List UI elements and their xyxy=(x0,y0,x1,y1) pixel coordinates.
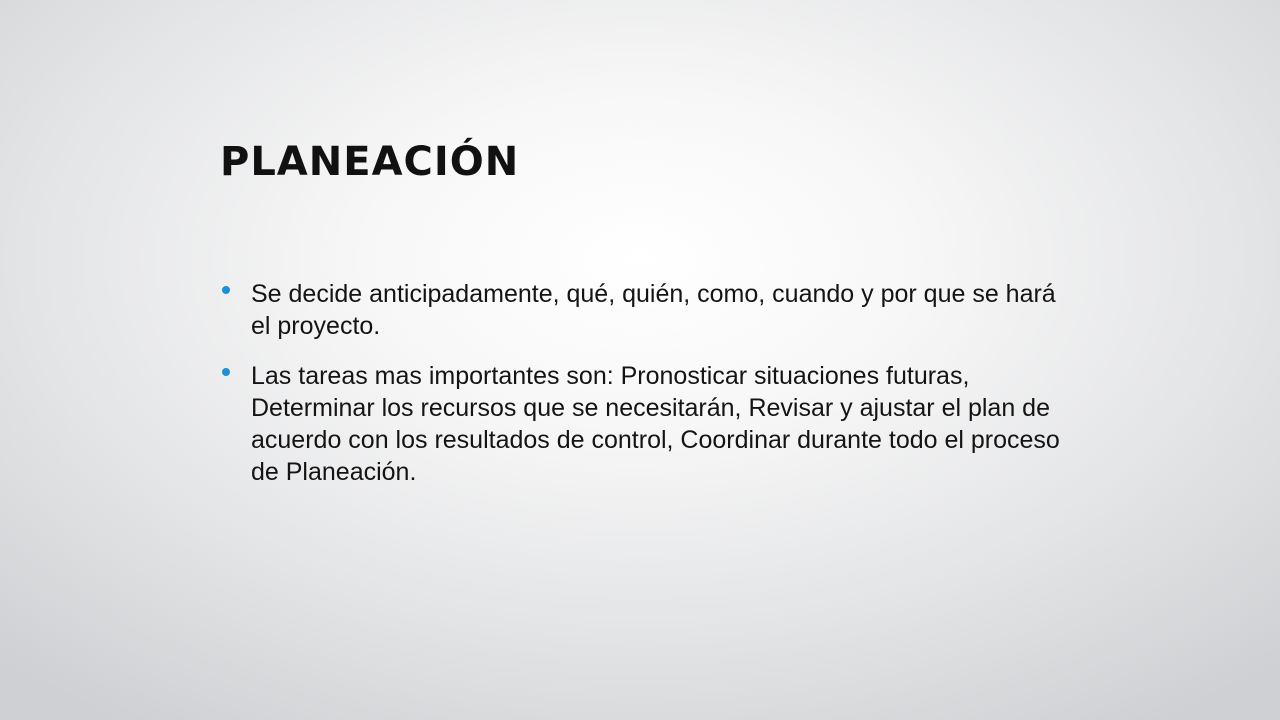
bullet-item xyxy=(220,360,1060,488)
bullet-list xyxy=(220,278,1060,506)
bullet-text: Las tareas mas importantes son: Pronosticar situaciones futuras, Determinar los recursos que se necesitarán, Revisar y ajustar el plan de acuerdo con los resultados de control, Coordinar durante todo el proceso de Planeación. xyxy=(251,362,1060,486)
bullet-text: Se decide anticipadamente, qué, quién, como, cuando y por que se hará el proyecto. xyxy=(251,280,1056,340)
bullet-dot-icon xyxy=(222,368,230,376)
bullet-dot-icon xyxy=(222,286,230,294)
slide-title: PLANEACIÓN xyxy=(220,139,520,185)
bullet-item xyxy=(220,278,1060,342)
